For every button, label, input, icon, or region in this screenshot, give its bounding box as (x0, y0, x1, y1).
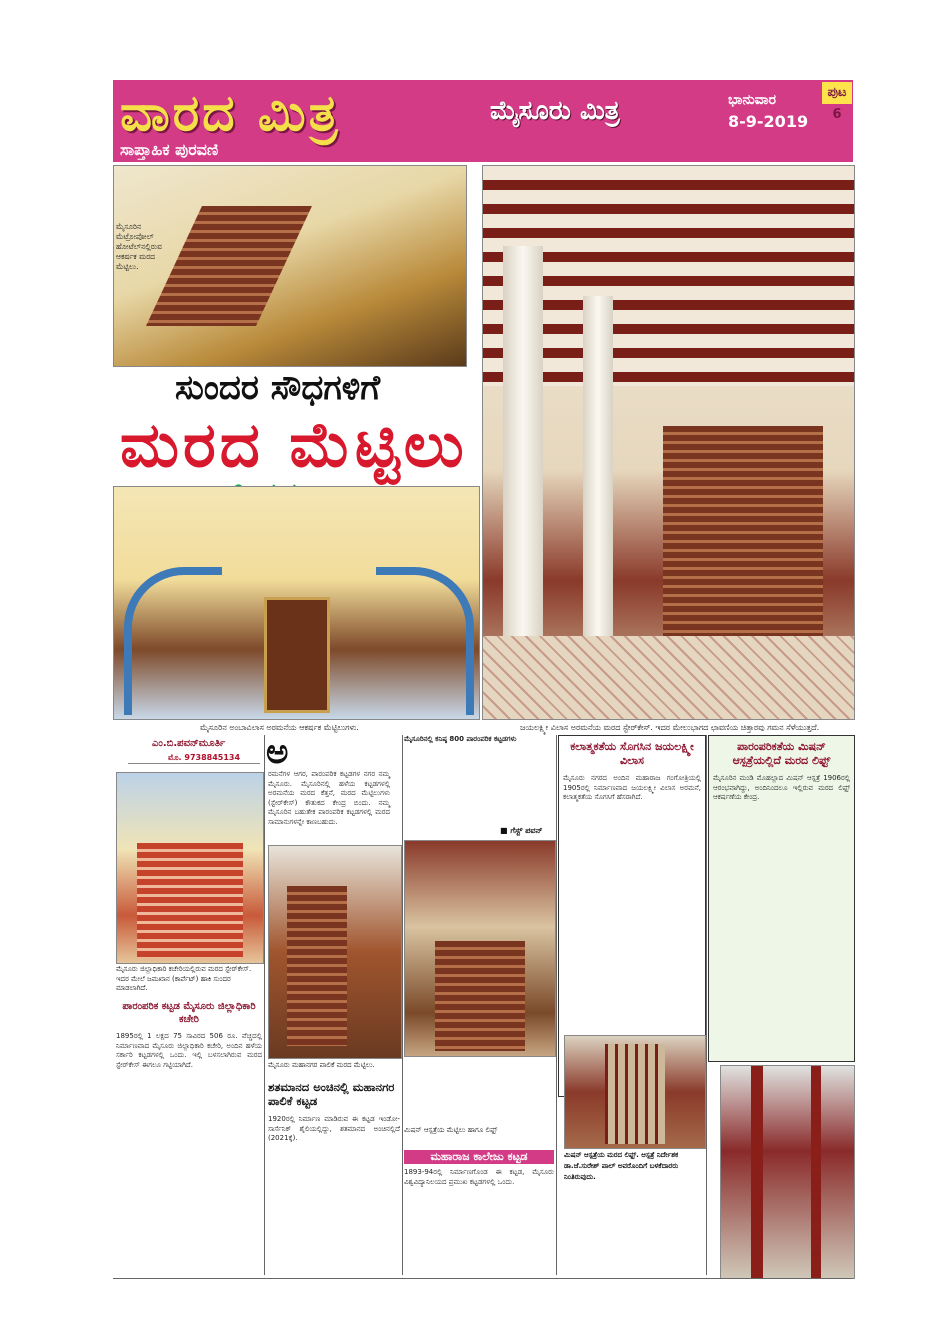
heading-mission: ಪಾರಂಪರಿಕತೆಯ ಮಿಷನ್ ಆಸ್ಪತ್ರೆಯಲ್ಲಿದೆ ಮರದ ಲಿಫ್ಟ್ (732, 740, 831, 767)
stair-graphic (137, 843, 243, 958)
caption-jayalakshmi: ಜಯಲಕ್ಷ್ಮೀ ವಿಲಾಸ ಅರಮನೆಯ ಮರದ ಸ್ಟೇರ್‌ಕೇಸ್. ಇದರ ಮೇಲುಭಾಗದ ಛಾವಣಿಯ ಚಿತ್ತಾರವು ಗಮನ ಸೆಳೆಯುತ್ತದೆ. (520, 723, 820, 732)
heading-college: ಮಹಾರಾಜ ಕಾಲೇಜು ಕಟ್ಟಡ (404, 1150, 554, 1164)
pillar-center (583, 296, 613, 676)
photo-dc-office-staircase (116, 772, 264, 964)
column-rule (556, 735, 557, 1275)
column-rule (706, 735, 707, 1275)
page-number-badge: ಪುಟ 6 (822, 82, 852, 104)
floor-tiles (483, 636, 854, 719)
text-jayalakshmi: ಮೈಸೂರು ನಗರದ ಅಂದಿನ ಮಹಾರಾಜ ಗಂಗೋತ್ರಿಯಲ್ಲಿ 1905ರಲ್ಲಿ ನಿರ್ಮಾಣವಾದ ಜಯಲಕ್ಷ್ಮೀ ವಿಲಾಸ ಅರಮನೆ, ಕಲಾತ್ಮಕತೆಯ ಸೊಗಸಿಗೆ ಹೆಸರಾಗಿದೆ. (563, 774, 701, 802)
masthead-subtitle: ಸಾಪ್ತಾಹಿಕ ಪುರವಣಿ (120, 140, 219, 159)
lift-cage (605, 1044, 665, 1144)
column-rule (264, 735, 265, 1275)
photo-jayalakshmi-staircase (482, 165, 855, 720)
text-jayalakshmi-sub: ಮೈಸೂರಿನಲ್ಲಿ ಕನಿಷ್ಠ 800 ಪಾರಂಪರಿಕ ಕಟ್ಟಡಗಳು (404, 735, 517, 743)
photo-mission-lift (564, 1035, 706, 1149)
caption-dc-office: ಮೈಸೂರು ಜಿಲ್ಲಾಧಿಕಾರಿ ಕಚೇರಿಯಲ್ಲಿರುವ ಮರದ ಸ್ಟೇರ್‌ಕೇಸ್. ಇದರ ಮೇಲೆ ಜಮಖಾನ (ಕಾರ್ಪೆಟ್) ಹಾಕಿ ಸುಂದರ ಮಾಡಲಾಗಿದೆ. (116, 965, 252, 992)
headline-line-2: ಮರದ ಮೆಟ್ಟಿಲು (120, 408, 468, 481)
byline-suffix: ■ ಗೆಸ್ಟ್‌ ಪವನ್ (500, 826, 543, 835)
text-intro: ರಮನೆಗಳ ಆಗರ, ಪಾರಂಪರಿಕ ಕಟ್ಟಡಗಳ ನಗರ ನಮ್ಮ ಮೈಸೂರು. ಮೈಸೂರಿನಲ್ಲಿ ಹಳೆಯ ಕಟ್ಟಡಗಳಲ್ಲಿ ಅರಮನೆಯ ಮರದ ಕೆತ್ತನೆ, ಮರದ ಮೆಟ್ಟಿಲುಗಳು (ಸ್ಟೇರ್‌ಕೇಸ್) ಕೌತುಕದ ಕೇಂದ್ರ ಬಿಂದು. ನಮ್ಮ ಮೈಸೂರಿನ ಬಹುತೇಕ ಪಾರಂಪರಿಕ ಕಟ್ಟಡಗಳಲ್ಲಿ ಮರದ ಸಾಮಾನುಗಳನ್ನೇ ಕಾಣಬಹುದು. (268, 770, 390, 826)
photo-mission-staircase (404, 840, 556, 1057)
byline-author: ಎಂ.ಬಿ.ಪವನ್‌ಮೂರ್ತಿ (152, 738, 226, 749)
heading-jayalakshmi: ಕಲಾತ್ಮಕತೆಯ ಸೊಗಸಿನ ಜಯಲಕ್ಷ್ಮೀ ವಿಲಾಸ (570, 740, 694, 767)
masthead-brand: ಮೈಸೂರು ಮಿತ್ರ (490, 96, 620, 126)
mission-article-box (708, 735, 855, 1062)
bottom-rule (113, 1278, 853, 1279)
masthead-title: ವಾರದ ಮಿತ್ರ (120, 83, 341, 142)
text-dc-office: 1895ರಲ್ಲಿ 1 ಲಕ್ಷದ 75 ಸಾವಿರದ 506 ರೂ. ವೆಚ್ಚದಲ್ಲಿ ನಿರ್ಮಾಣವಾದ ಮೈಸೂರು ಜಿಲ್ಲಾಧಿಕಾರಿ ಕಚೇರಿ, ಅಂದಿನ ಹಳೆಯ ಸರ್ಕಾರಿ ಕಟ್ಟಡಗಳಲ್ಲಿ ಒಂದು. ಇಲ್ಲಿ ಬಳಸಲಾಗಿರುವ ಮರದ ಸ್ಟೇರ್‌ಕೇಸ್ ಈಗಲೂ ಗಟ್ಟಿಯಾಗಿದೆ. (116, 1032, 262, 1069)
photo-mission-lift-people (720, 1065, 855, 1279)
text-mission: ಮೈಸೂರಿನ ಮಂಡಿ ಮೊಹಲ್ಲಾದ ಮಿಷನ್ ಆಸ್ಪತ್ರೆ 1906ರಲ್ಲಿ ಆರಂಭವಾಗಿದ್ದು, ಅಂದಿನಿಂದಲೂ ಇಲ್ಲಿರುವ ಮರದ ಲಿಫ್ಟ್ ಆಕರ್ಷಣೆಯ ಕೇಂದ್ರ. (713, 774, 850, 802)
pillar-left (503, 246, 543, 686)
stair-graphic (435, 941, 525, 1051)
caption-lift: ಮಿಷನ್ ಆಸ್ಪತ್ರೆಯ ಮರದ ಲಿಫ್ಟ್. ಆಸ್ಪತ್ರೆ ನಿರ್ದೇಶಕ ಡಾ.ಜೆ.ಸುರೇಶ್ ಪಾಲ್ ಅವರೊಂದಿಗೆ ಬಳಕೆದಾರರು ನಿಂತಿರುವುದು. (564, 1151, 679, 1181)
lift-frame-right (811, 1066, 821, 1278)
column-rule (402, 735, 403, 1275)
masthead-day: ಭಾನುವಾರ (728, 92, 777, 108)
caption-amba-vilas: ಮೈಸೂರಿನ ಅಂಬಾವಿಲಾಸ ಅರಮನೆಯ ಆಕರ್ಷಕ ಮೆಟ್ಟಿಲುಗಳು. (200, 723, 359, 732)
heading-dc-office: ಪಾರಂಪರಿಕ ಕಟ್ಟಡ ಮೈಸೂರು ಜಿಲ್ಲಾಧಿಕಾರಿ ಕಚೇರಿ (122, 1001, 256, 1025)
byline-box (128, 735, 260, 764)
heading-palike: ಶತಮಾನದ ಅಂಚಿನಲ್ಲಿ ಮಹಾನಗರ ಪಾಲಿಕೆ ಕಟ್ಟಡ (268, 1080, 395, 1108)
text-college: 1893-94ರಲ್ಲಿ ನಿರ್ಮಾಣಗೊಂಡ ಈ ಕಟ್ಟಡ, ಮೈಸೂರು ವಿಶ್ವವಿದ್ಯಾನಿಲಯದ ಪ್ರಮುಖ ಕಟ್ಟಡಗಳಲ್ಲಿ ಒಂದು. (404, 1168, 554, 1186)
text-palike: 1920ರಲ್ಲಿ ನಿರ್ಮಾಣ ಮಾಡಿರುವ ಈ ಕಟ್ಟಡ ಇಂಡೋ-ಸಾರ್ಸೆನಿಕ್ ಶೈಲಿಯಲ್ಲಿದ್ದು, ಶತಮಾನದ ಅಂಚಿನಲ್ಲಿದೆ (2021ಕ್ಕೆ). (268, 1115, 400, 1143)
headline-line-1: ಸುಂದರ ಸೌಧಗಳಿಗೆ (175, 368, 381, 408)
caption-mission: ಮಿಷನ್ ಆಸ್ಪತ್ರೆಯ ಮೆಟ್ಟಿಲು ಹಾಗೂ ಲಿಫ್ಟ್ (404, 1126, 498, 1134)
balustrade-left (124, 567, 222, 715)
byline-phone: ಮೊ. 9738845134 (168, 753, 241, 762)
lift-frame (751, 1066, 763, 1278)
photo-amba-vilas-staircase (113, 486, 480, 720)
caption-palike: ಮೈಸೂರು ಮಹಾನಗರ ಪಾಲಿಕೆ ಮರದ ಮೆಟ್ಟಿಲು. (268, 1061, 375, 1069)
dropcap: ಅ (266, 732, 289, 772)
balustrade-right (376, 567, 474, 715)
photo-palike-staircase (268, 845, 402, 1059)
caption-metropole: ಮೈಸೂರಿನ ಮೆಟ್ರೋಪೋಲ್ ಹೋಟೆಲ್‌ನಲ್ಲಿರುವ ಆಕರ್ಷಕ ಮರದ ಮೆಟ್ಟಿಲು. (116, 222, 162, 271)
stair-graphic (287, 886, 347, 1046)
door-graphic (264, 597, 330, 713)
masthead-date: 8-9-2019 (728, 112, 809, 131)
